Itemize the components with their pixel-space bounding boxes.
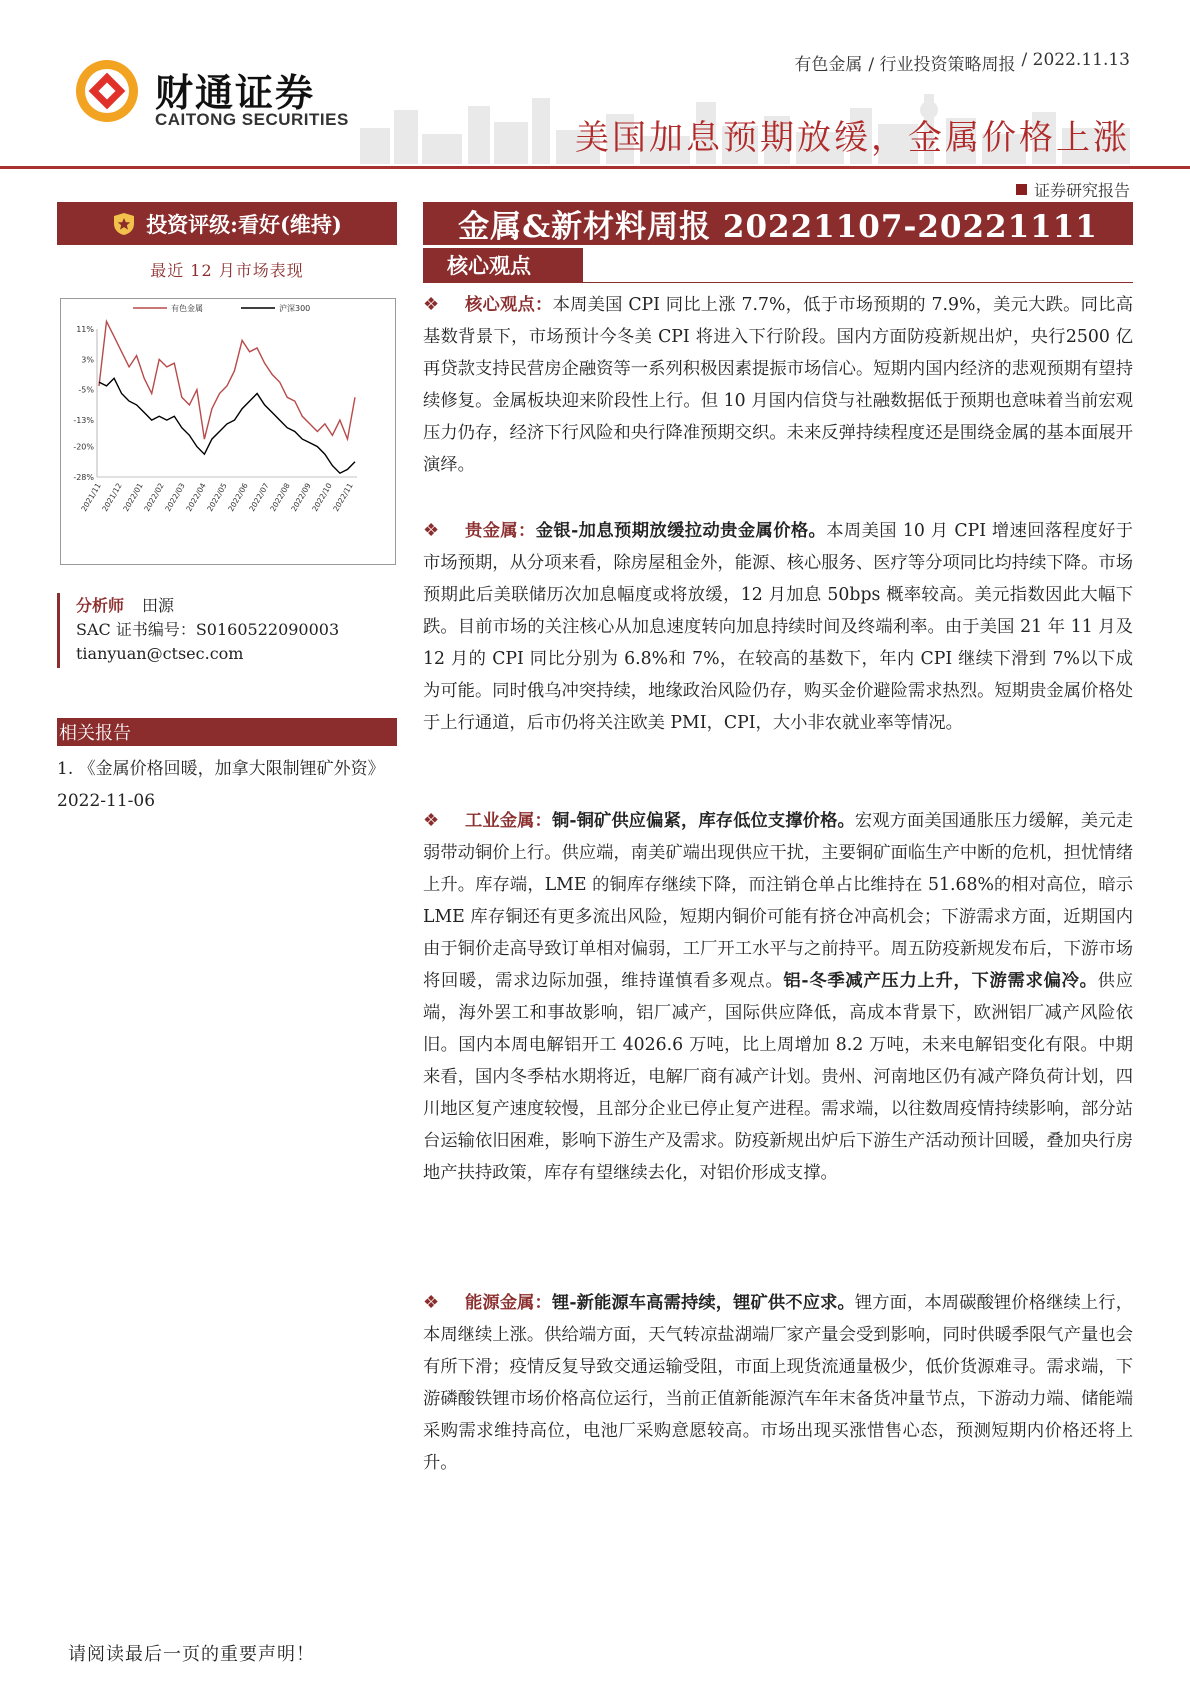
y-tick-label: -20% [73, 442, 94, 452]
x-tick-label: 2022/01 [121, 481, 145, 513]
diamond-bullet-icon: ❖ [423, 520, 440, 541]
x-tick-label: 2022/10 [310, 481, 334, 513]
x-tick-label: 2022/07 [247, 481, 271, 513]
label-precious-metals: 贵金属： [465, 521, 536, 541]
text-lithium: 锂方面，本周碳酸锂价格继续上行，本周继续上涨。供给端方面，天气转凉盐湖端厂家产量会受到影响，同时供暖季限气产量也会有所下滑；疫情反复导致交通运输受阻，市面上现货流通量极少，低价货源难寻。需求端，下游磷酸铁锂市场价格高位运行，当前正值新能源汽车年末备货冲量节点，下游动力端、储能端采购需求维持高位，电池厂采购意愿较高。市场出现买涨惜售心态，预测短期内价格还将上升。 [423, 1293, 1133, 1473]
highlight-lithium: 锂-新能源车高需持续，锂矿供不应求。 [551, 1293, 855, 1313]
highlight-aluminum: 铝-冬季减产压力上升，下游需求偏冷。 [783, 971, 1098, 991]
breadcrumb-report-series: / 行业投资策略周报 [868, 55, 1016, 75]
breadcrumb-industry: 有色金属 [794, 55, 863, 75]
shield-star-icon [112, 212, 136, 236]
x-tick-label: 2022/09 [289, 481, 313, 513]
logo-text-en: CAITONG SECURITIES [155, 110, 349, 129]
analyst-email[interactable]: tianyuan@ctsec.com [76, 644, 244, 663]
series-line-nonferrous [99, 321, 355, 439]
text-aluminum: 供应端，海外罢工和事故影响，铝厂减产，国际供应降低，高成本背景下，欧洲铝厂减产风险依旧。国内本周电解铝开工 4026.6 万吨，比上周增加 8.2 万吨，未来电解铝变化有限。中期来看，国内冬季枯水期将近，电解厂商有减产计划。贵州、河南地区仍有减产降负荷计划，四川地区复产速度较慢，且部分企业已停止复产进程。需求端，以往数周疫情持续影响，部分站台运输依旧困难，影响下游生产及需求。防疫新规出炉后下游生产活动预计回暖，叠加央行房地产扶持政策，库存有望继续去化，对铝价形成支撑。 [423, 971, 1133, 1183]
legend-label-csi300: 沪深300 [279, 304, 311, 313]
legend-label-nonferrous: 有色金属 [171, 304, 203, 313]
diamond-bullet-icon: ❖ [423, 1292, 440, 1313]
x-tick-label: 2022/03 [163, 481, 187, 513]
caitong-logo-mark [72, 56, 142, 126]
label-energy-metals: 能源金属： [465, 1293, 552, 1313]
market-performance-chart [60, 298, 396, 565]
header-divider [0, 166, 1190, 169]
chart-legend [133, 303, 310, 313]
text-core-views: 本周美国 CPI 同比上涨 7.7%，低于市场预期的 7.9%，美元大跌。同比高基数背景下，市场预计今冬美 CPI 将进入下行阶段。国内方面防疫新规出炉，央行2500 亿再贷款支持民营房企融资等一系列积极因素提振市场信心。短期内国内经济的悲观预期有望持续修复。金属板块迎来阶段性上行。但 10 月国内信贷与社融数据低于预期也意味着当前宏观压力仍存，经济下行风险和央行降准预期交织。未来反弹持续程度还是围绕金属的基本面展开演绎。 [423, 295, 1133, 475]
paragraph-precious-metals [423, 515, 1133, 739]
x-tick-label: 2022/08 [268, 481, 292, 513]
logo-text-cn: 财通证券 [155, 71, 316, 115]
y-tick-label: 3% [81, 355, 94, 365]
paragraph-industrial-metals [423, 805, 1133, 1189]
analyst-accent-bar [57, 593, 60, 668]
text-copper: 宏观方面美国通胀压力缓解，美元走弱带动铜价上行。供应端，南美矿端出现供应干扰，主要铜矿面临生产中断的危机，担忧情绪上升。库存端，LME 的铜库存继续下降，而注销仓单占比维持在 51.68%的相对高位，暗示 LME 库存铜还有更多流出风险，短期内铜价可能有挤仓冲高机会；下游需求方面，近期国内由于铜价走高导致订单相对偏弱，工厂开工水平与之前持平。周五防疫新规发布后，下游市场将回暖，需求边际加强，维持谨慎看多观点。 [423, 811, 1133, 991]
related-report-link[interactable]: 1. 《金属价格回暖，加拿大限制锂矿外资》 2022-11-06 [57, 759, 394, 811]
x-tick-label: 2022/05 [205, 481, 229, 513]
y-tick-label: -13% [73, 416, 94, 426]
label-core-views: 核心观点： [465, 295, 553, 315]
x-tick-label: 2022/02 [142, 481, 166, 513]
footer-disclaimer: 请阅读最后一页的重要声明！ [68, 1644, 315, 1665]
report-title: 金属&新材料周报 20221107-20221111 [458, 209, 1098, 245]
related-reports-title: 相关报告 [59, 723, 131, 744]
x-axis-ticks [79, 481, 354, 513]
breadcrumb [794, 50, 1130, 75]
x-tick-label: 2022/11 [331, 481, 355, 513]
x-tick-label: 2022/06 [226, 481, 250, 513]
y-tick-label: -28% [73, 473, 94, 482]
chart-series [99, 321, 355, 473]
y-tick-label: 11% [76, 325, 94, 334]
section-divider [423, 282, 1133, 283]
report-type-label [1016, 178, 1130, 201]
investment-rating-text: 投资评级:看好(维持) [146, 211, 342, 237]
text-precious-metals: 本周美国 10 月 CPI 增速回落程度好于市场预期，从分项来看，除房屋租金外，能源、核心服务、医疗等分项同比均持续下降。市场预期此后美联储历次加息幅度或将放缓，12 月加息 50bps 概率较高。美元指数因此大幅下跌。目前市场的关注核心从加息速度转向加息持续时间及终端利率。由于美国 21 年 11 月及 12 月的 CPI 同比分别为 6.8%和 7%，在较高的基数下，年内 CPI 继续下滑到 7%以下成为可能。同时俄乌冲突持续，地缘政治风险仍存，购买金价避险需求热烈。短期贵金属价格处于上行通道，后市仍将关注欧美 PMI，CPI，大小非农就业率等情况。 [423, 521, 1133, 733]
y-tick-label: -5% [78, 385, 94, 395]
diamond-bullet-icon: ❖ [423, 810, 440, 831]
performance-line-chart [61, 299, 395, 564]
market-performance-subtitle: 最近 12 月市场表现 [150, 261, 304, 280]
x-tick-label: 2022/04 [184, 481, 208, 513]
y-axis-ticks [73, 325, 94, 482]
label-industrial-metals: 工业金属： [465, 811, 552, 831]
x-tick-label: 2021/12 [100, 481, 124, 513]
investment-rating-banner [57, 202, 397, 245]
analyst-sac-number: SAC 证书编号：S0160522090003 [76, 620, 340, 639]
report-title-banner [423, 202, 1133, 245]
highlight-precious-metals: 金银-加息预期放缓拉动贵金属价格。 [535, 521, 827, 541]
highlight-copper: 铜-铜矿供应偏紧，库存低位支撑价格。 [551, 811, 855, 831]
paragraph-energy-metals [423, 1287, 1133, 1479]
x-tick-label: 2021/11 [79, 481, 103, 513]
diamond-bullet-icon: ❖ [423, 294, 440, 315]
report-type-text: 证券研究报告 [1033, 181, 1130, 200]
breadcrumb-date: / 2022.11.13 [1021, 50, 1130, 70]
series-line-csi300 [99, 378, 355, 473]
page-headline: 美国加息预期放缓，金属价格上涨 [575, 118, 1130, 158]
section-tab-core-views: 核心观点 [423, 248, 583, 282]
square-bullet-icon [1016, 184, 1027, 195]
related-reports-header [57, 718, 397, 746]
analyst-label: 分析师 [76, 596, 125, 615]
analyst-info [76, 594, 339, 666]
analyst-name: 田源 [142, 596, 175, 615]
paragraph-core-views [423, 289, 1133, 481]
